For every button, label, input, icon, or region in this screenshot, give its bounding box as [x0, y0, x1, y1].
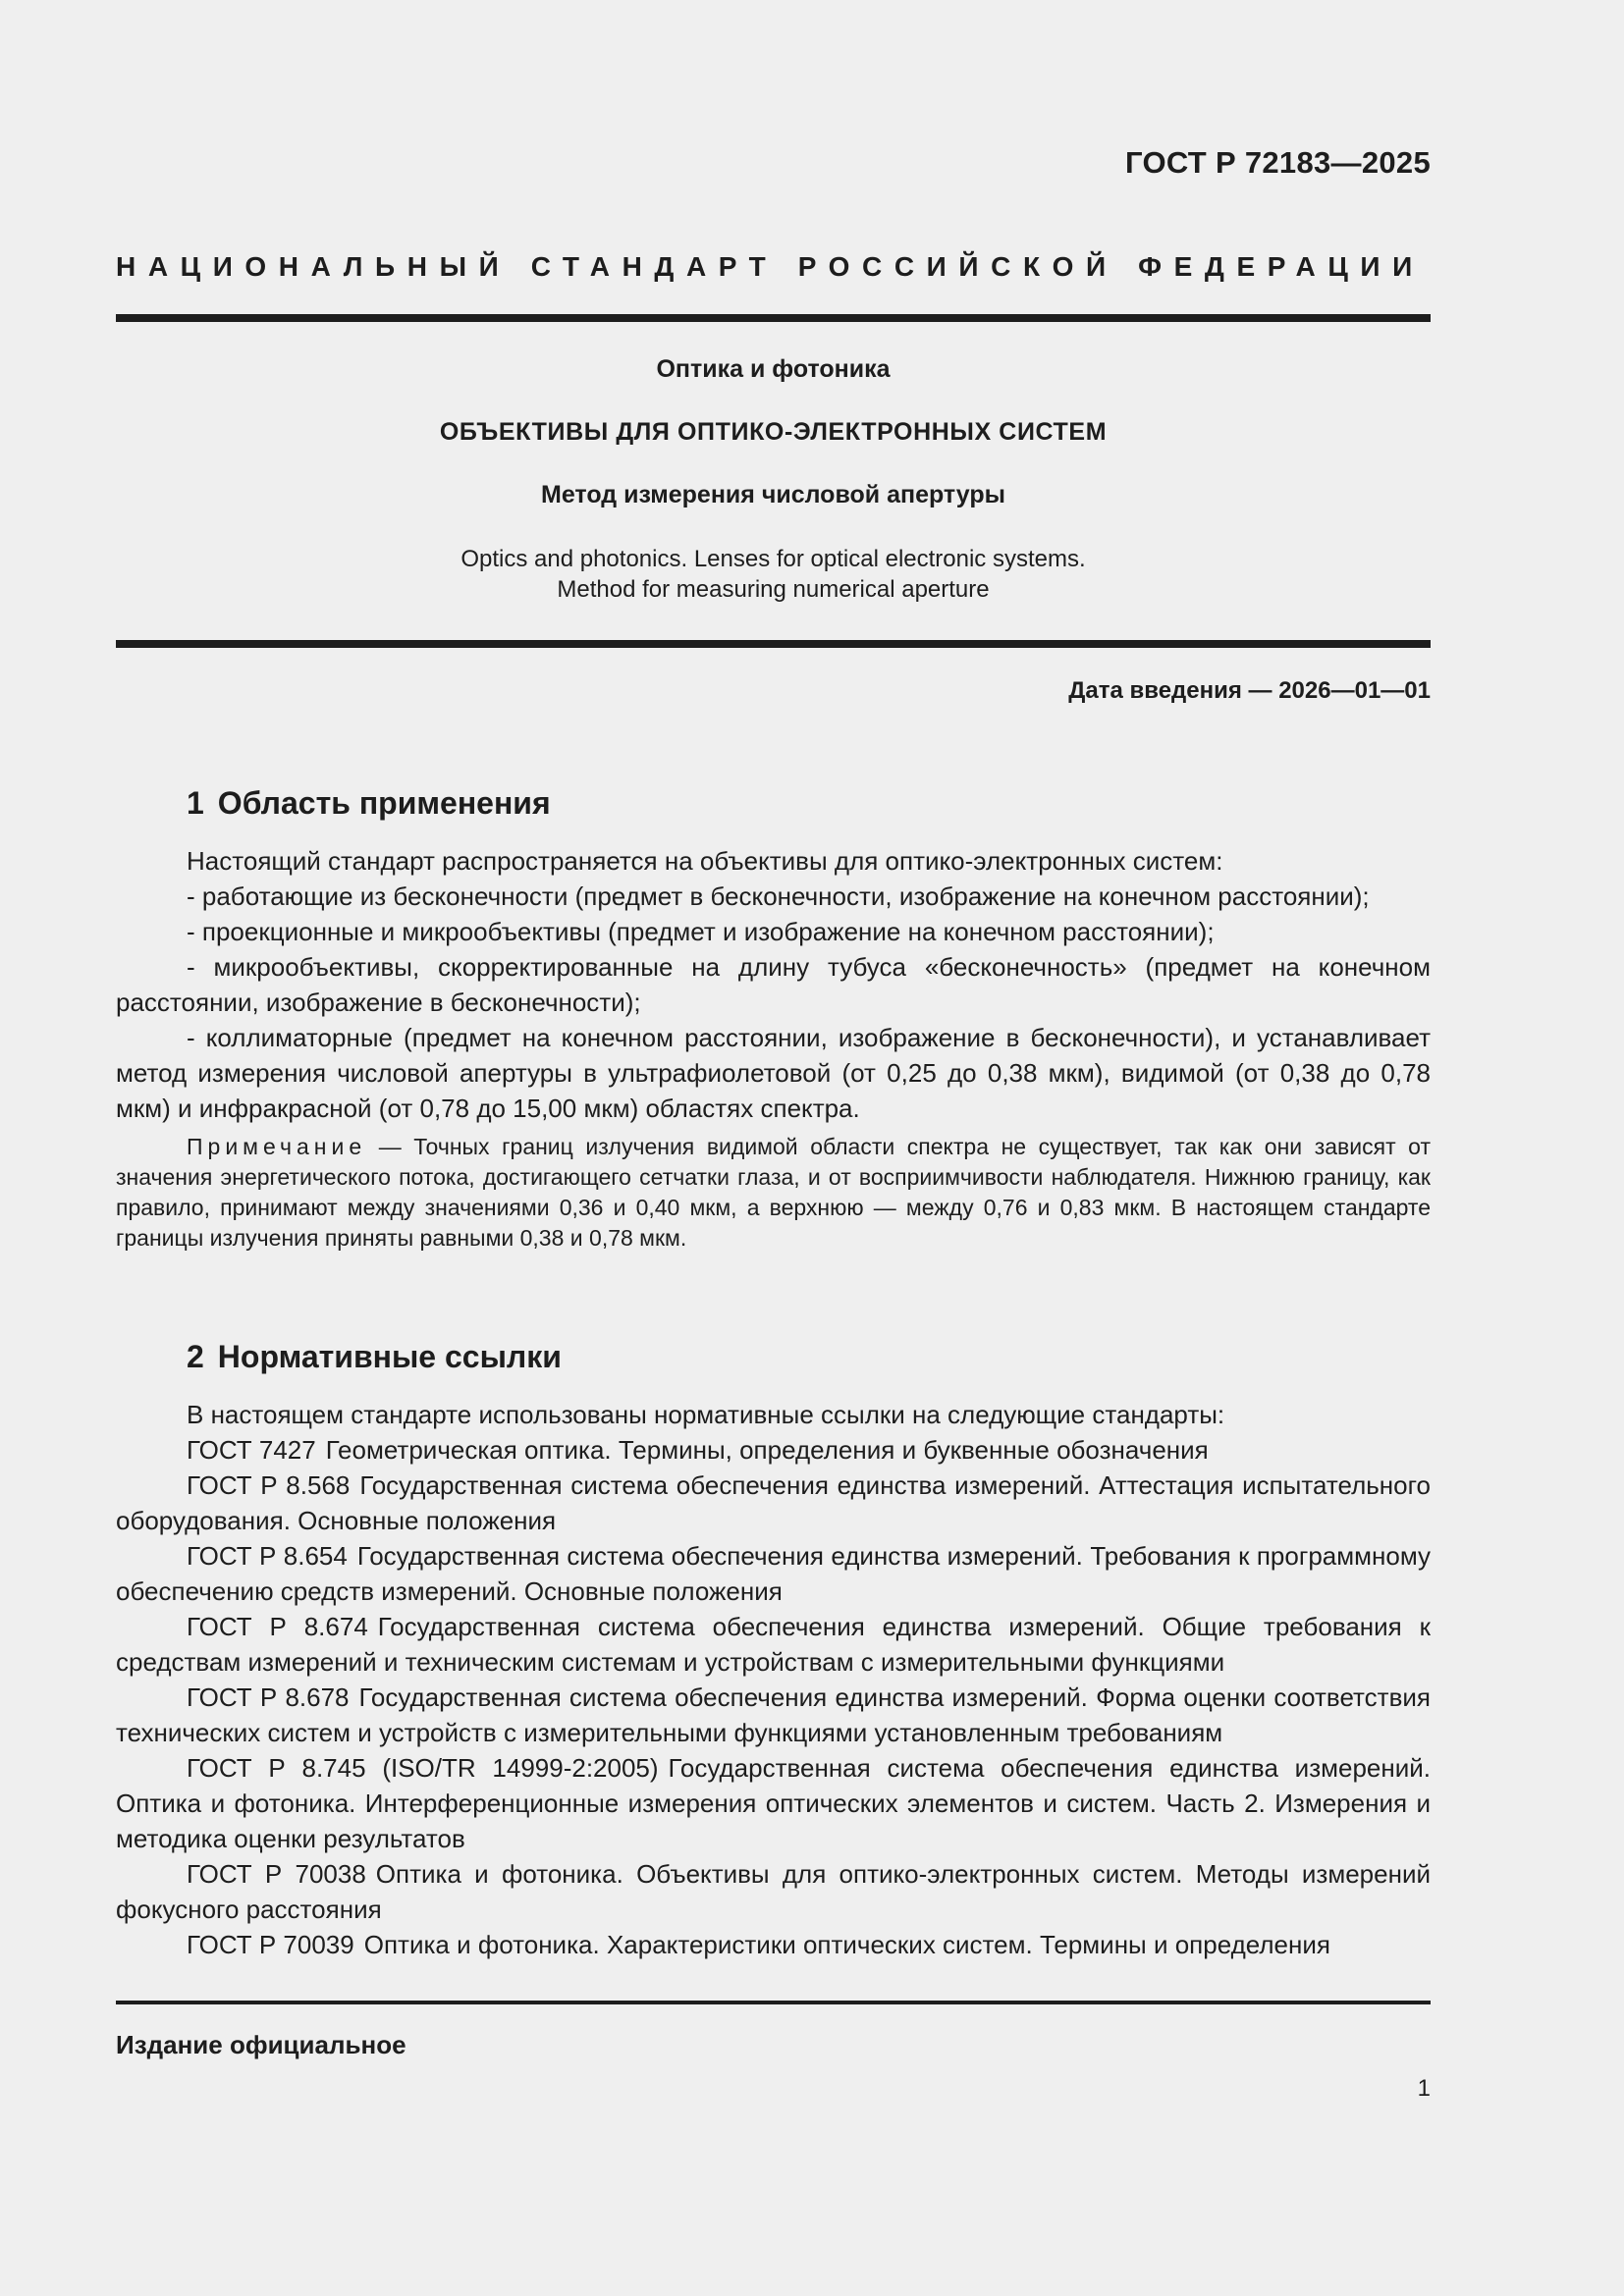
- document-number: ГОСТ Р 72183—2025: [1125, 145, 1431, 180]
- scope-paragraph: - микрообъективы, скорректированные на длину тубуса «бесконечность» (предмет на конечном расстоянии, изображение в бесконечности);: [116, 952, 1431, 1017]
- reference-item: [116, 1856, 1431, 1927]
- note-label: Примечание: [187, 1134, 367, 1159]
- section-normative-references: [116, 1339, 1431, 1962]
- reference-title: Государственная система обеспечения единства измерений. Оптика и фотоника. Интерференционные измерения оптических элементов и систем. Часть 2. Измерения и методика оценки результатов: [116, 1753, 1432, 1853]
- reference-item: [116, 1927, 1431, 1962]
- reference-item: [116, 1538, 1431, 1609]
- scope-paragraph: - проекционные и микрообъективы (предмет и изображение на конечном расстоянии);: [187, 917, 1215, 946]
- reference-title: Государственная система обеспечения единства измерений. Общие требования к средствам измерений и техническим системам и устройствам с измерительными функциями: [116, 1612, 1432, 1677]
- reference-title: Оптика и фотоника. Объективы для оптико-электронных систем. Методы измерений фокусного расстояния: [116, 1859, 1431, 1924]
- national-standard-heading: НАЦИОНАЛЬНЫЙ СТАНДАРТ РОССИЙСКОЙ ФЕДЕРАЦИИ: [116, 251, 1425, 282]
- introduction-date: Дата введения — 2026—01—01: [1068, 677, 1431, 704]
- title-english-line-1: Optics and photonics. Lenses for optical electronic systems.: [460, 546, 1086, 572]
- section-scope: [116, 785, 1431, 1254]
- section-title: Область применения: [217, 785, 551, 821]
- reference-title: Государственная система обеспечения единства измерений. Аттестация испытательного оборудования. Основные положения: [116, 1470, 1431, 1535]
- reference-item: [116, 1750, 1431, 1856]
- reference-code: ГОСТ Р 70039: [187, 1930, 354, 1959]
- section-number: 2: [187, 1339, 204, 1374]
- section-heading: [116, 1339, 1431, 1375]
- reference-title: Оптика и фотоника. Характеристики оптических систем. Термины и определения: [363, 1930, 1330, 1959]
- note-text: — Точных границ излучения видимой области спектра не существует, так как они зависят от значения энергетического потока, достигающего сетчатки глаза, и от восприимчивости наблюдателя. Нижнюю границу, как правило, принимают между значениями 0,36 и 0,40 мкм, а верхнюю — между 0,76 и 0,83 мкм. В настоящем стандарте границы излучения приняты равными 0,38 и 0,78 мкм.: [116, 1134, 1431, 1251]
- title-main: ОБЪЕКТИВЫ ДЛЯ ОПТИКО-ЭЛЕКТРОННЫХ СИСТЕМ: [439, 418, 1108, 446]
- reference-code: ГОСТ 7427: [187, 1435, 316, 1465]
- reference-item: [116, 1609, 1431, 1680]
- reference-code: ГОСТ Р 8.568: [187, 1470, 351, 1500]
- reference-code: ГОСТ Р 8.654: [187, 1541, 348, 1571]
- title-bottom-rule: [116, 640, 1431, 648]
- reference-code: ГОСТ Р 8.678: [187, 1682, 350, 1712]
- reference-code: ГОСТ Р 8.674: [187, 1612, 368, 1641]
- reference-item: [116, 1432, 1431, 1468]
- title-english: [116, 544, 1431, 605]
- scope-paragraph: - работающие из бесконечности (предмет в бесконечности, изображение на конечном расстоянии);: [187, 881, 1370, 911]
- page-number: 1: [1417, 2075, 1431, 2102]
- title-area: Оптика и фотоника: [656, 355, 891, 383]
- reference-title: Государственная система обеспечения единства измерений. Требования к программному обеспечению средств измерений. Основные положения: [116, 1541, 1431, 1606]
- scope-note: [116, 1132, 1431, 1254]
- scope-paragraph: - коллиматорные (предмет на конечном расстоянии, изображение в бесконечности), и устанавливает метод измерения числовой апертуры в ультрафиолетовой (от 0,25 до 0,38 мкм), видимой (от 0,38 до 0,78 мкм) и инфракрасной (от 0,78 до 15,00 мкм) областях спектра.: [116, 1023, 1431, 1123]
- footer-rule: [116, 2001, 1431, 2004]
- section-number: 1: [187, 785, 204, 821]
- official-edition-label: Издание официальное: [116, 2030, 406, 2059]
- reference-item: [116, 1468, 1431, 1538]
- reference-code: ГОСТ Р 8.745 (ISO/TR 14999-2:2005): [187, 1753, 659, 1783]
- title-method: Метод измерения числовой апертуры: [541, 481, 1005, 508]
- document-page: [116, 0, 1431, 2296]
- reference-item: [116, 1680, 1431, 1750]
- title-english-line-2: Method for measuring numerical aperture: [557, 576, 990, 603]
- references-intro: В настоящем стандарте использованы нормативные ссылки на следующие стандарты:: [187, 1400, 1225, 1429]
- section-heading: [116, 785, 1431, 822]
- reference-code: ГОСТ Р 70038: [187, 1859, 366, 1889]
- top-rule: [116, 314, 1431, 322]
- scope-paragraph: Настоящий стандарт распространяется на объективы для оптико-электронных систем:: [187, 846, 1223, 876]
- reference-title: Геометрическая оптика. Термины, определения и буквенные обозначения: [325, 1435, 1209, 1465]
- reference-title: Государственная система обеспечения единства измерений. Форма оценки соответствия технических систем и устройств с измерительными функциями установленным требованиям: [116, 1682, 1431, 1747]
- section-title: Нормативные ссылки: [217, 1339, 562, 1374]
